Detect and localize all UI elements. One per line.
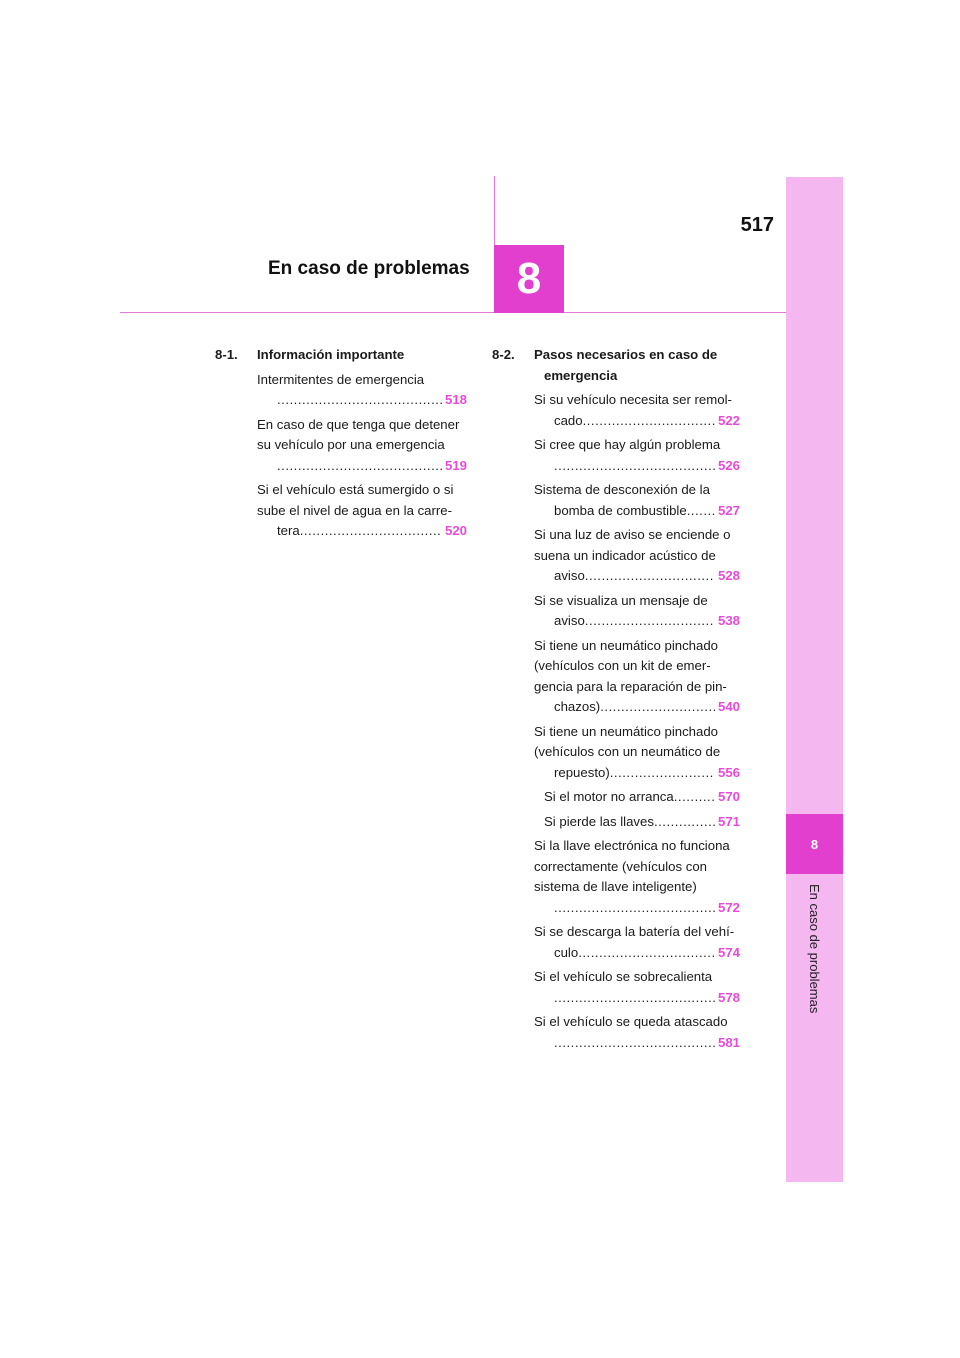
section-heading	[492, 345, 740, 386]
page-number: 517	[740, 214, 774, 236]
toc-entry[interactable]	[534, 722, 740, 784]
toc-entry-last-line	[544, 411, 740, 432]
toc-entry-last-line	[544, 1033, 740, 1054]
dot-leader	[277, 456, 442, 477]
side-chapter-number: 8	[810, 836, 819, 852]
toc-entry[interactable]	[534, 836, 740, 918]
page-reference[interactable]: 522	[717, 412, 740, 428]
toc-entry-last-line	[544, 611, 740, 632]
toc-entry-text: chazos)	[554, 699, 601, 714]
toc-entry-text: aviso	[554, 568, 585, 583]
page-reference[interactable]: 581	[717, 1034, 740, 1050]
section-title: Información importante	[257, 347, 405, 362]
toc-section-8-1	[215, 345, 467, 542]
toc-entry-text: culo	[554, 944, 579, 960]
toc-entries	[215, 370, 467, 542]
dot-leader	[578, 943, 715, 964]
toc-entry-line: Si el vehículo se sobrecalienta	[534, 969, 713, 984]
toc-entry-line: Si el vehículo se queda atascado	[534, 1014, 728, 1029]
toc-entry-text: tera	[277, 523, 300, 538]
toc-entry-text: aviso	[554, 613, 585, 628]
page-reference[interactable]: 527	[717, 502, 740, 518]
toc-entry-line: Si su vehículo necesita ser remol-	[534, 392, 732, 407]
dot-leader	[277, 390, 442, 411]
toc-entry-text: repuesto)	[554, 764, 610, 780]
chapter-number: 8	[516, 254, 542, 303]
dot-leader	[583, 411, 715, 432]
toc-entry[interactable]	[534, 525, 740, 587]
page-reference[interactable]: 528	[717, 568, 740, 583]
toc-entry[interactable]	[534, 435, 740, 476]
toc-entry[interactable]	[534, 1012, 740, 1053]
toc-entry[interactable]	[534, 390, 740, 431]
dot-leader	[300, 521, 442, 542]
side-chapter-label	[786, 884, 843, 1014]
toc-entry-line: sube el nivel de agua en la carre-	[257, 502, 453, 518]
toc-entry-line: correctamente (vehículos con	[534, 858, 707, 874]
toc-entry-text: Si el motor no arranca	[544, 789, 674, 804]
toc-entry[interactable]	[534, 812, 740, 833]
chapter-title: En caso de problemas	[268, 258, 470, 279]
toc-entry-line: Si tiene un neumático pinchado	[534, 637, 719, 653]
toc-entry-line: Si cree que hay algún problema	[534, 437, 721, 452]
toc-entry-text: Si pierde las llaves	[544, 813, 654, 829]
header-divider-vertical	[494, 176, 495, 246]
toc-entry-last-line	[544, 501, 740, 522]
section-heading	[215, 345, 467, 366]
toc-entry-text: cado	[554, 412, 583, 428]
page-reference[interactable]: 520	[444, 523, 467, 538]
page-reference[interactable]: 578	[717, 989, 740, 1005]
toc-entry-line: su vehículo por una emergencia	[257, 437, 445, 452]
toc-entry-last-line	[267, 390, 467, 411]
dot-leader	[585, 611, 715, 632]
page-reference[interactable]: 556	[717, 764, 740, 780]
toc-entry-last-line	[267, 456, 467, 477]
toc-entry-line: Sistema de desconexión de la	[534, 482, 710, 497]
toc-entry-last-line	[544, 763, 740, 784]
page-reference[interactable]: 570	[717, 789, 740, 804]
toc-entry-line: Si la llave electrónica no funciona	[534, 838, 730, 853]
toc-entry-last-line	[544, 988, 740, 1009]
toc-entry-line: suena un indicador acústico de	[534, 547, 716, 563]
header-divider-horizontal	[120, 312, 786, 313]
toc-entry[interactable]	[534, 967, 740, 1008]
toc-entry-last-line	[544, 812, 740, 833]
section-title: Pasos necesarios en caso de emergencia	[534, 347, 718, 383]
toc-entry[interactable]	[534, 480, 740, 521]
toc-entry[interactable]	[257, 415, 467, 477]
dot-leader	[554, 988, 715, 1009]
toc-entry-last-line	[544, 943, 740, 964]
toc-entry-last-line	[544, 898, 740, 919]
toc-entry[interactable]	[257, 480, 467, 542]
page-reference[interactable]: 572	[717, 899, 740, 915]
page-reference[interactable]: 540	[717, 699, 740, 714]
toc-entry[interactable]	[534, 922, 740, 963]
dot-leader	[600, 697, 715, 718]
toc-entry-line: Si el vehículo está sumergido o si	[257, 482, 454, 497]
toc-entry[interactable]	[257, 370, 467, 411]
side-chapter-label-text: En caso de problemas	[807, 884, 822, 1014]
page-reference[interactable]: 571	[717, 813, 740, 829]
dot-leader	[687, 501, 715, 522]
toc-entry[interactable]	[534, 787, 740, 808]
toc-entry-line: Si se visualiza un mensaje de	[534, 592, 708, 608]
side-strip	[786, 177, 843, 1182]
toc-entry-line: (vehículos con un kit de emer-	[534, 658, 711, 673]
toc-entry-line: gencia para la reparación de pin-	[534, 678, 727, 694]
dot-leader	[654, 812, 715, 833]
toc-entry-last-line	[544, 697, 740, 718]
toc-entry[interactable]	[534, 591, 740, 632]
dot-leader	[674, 787, 715, 808]
toc-entry-last-line	[544, 456, 740, 477]
section-number: 8-1.	[215, 347, 238, 362]
page-reference[interactable]: 519	[444, 457, 467, 473]
toc-entry-line: Si se descarga la batería del vehí-	[534, 924, 735, 939]
toc-entry-line: sistema de llave inteligente)	[534, 879, 697, 894]
toc-entry-line: En caso de que tenga que detener	[257, 416, 460, 432]
dot-leader	[554, 456, 715, 477]
toc-entry-last-line	[267, 521, 467, 542]
toc-entry-line: Si tiene un neumático pinchado	[534, 723, 719, 739]
toc-entry-last-line	[544, 566, 740, 587]
toc-entry-line: Intermitentes de emergencia	[257, 371, 425, 387]
page-reference[interactable]: 574	[717, 944, 740, 960]
dot-leader	[554, 1033, 715, 1054]
toc-entry[interactable]	[534, 636, 740, 718]
page-reference[interactable]: 518	[444, 392, 467, 407]
page-reference[interactable]: 538	[717, 613, 740, 628]
toc-entry-last-line	[544, 787, 740, 808]
toc-section-8-2	[492, 345, 740, 1053]
side-chapter-tab[interactable]	[786, 814, 843, 874]
toc-entry-line: (vehículos con un neumático de	[534, 744, 721, 759]
chapter-number-box	[494, 245, 564, 313]
dot-leader	[610, 763, 715, 784]
dot-leader	[554, 898, 715, 919]
toc-entries	[492, 390, 740, 1053]
toc-entry-line: Si una luz de aviso se enciende o	[534, 527, 731, 542]
toc-entry-text: bomba de combustible	[554, 502, 687, 518]
dot-leader	[585, 566, 715, 587]
page-reference[interactable]: 526	[717, 457, 740, 473]
section-number: 8-2.	[492, 347, 515, 362]
